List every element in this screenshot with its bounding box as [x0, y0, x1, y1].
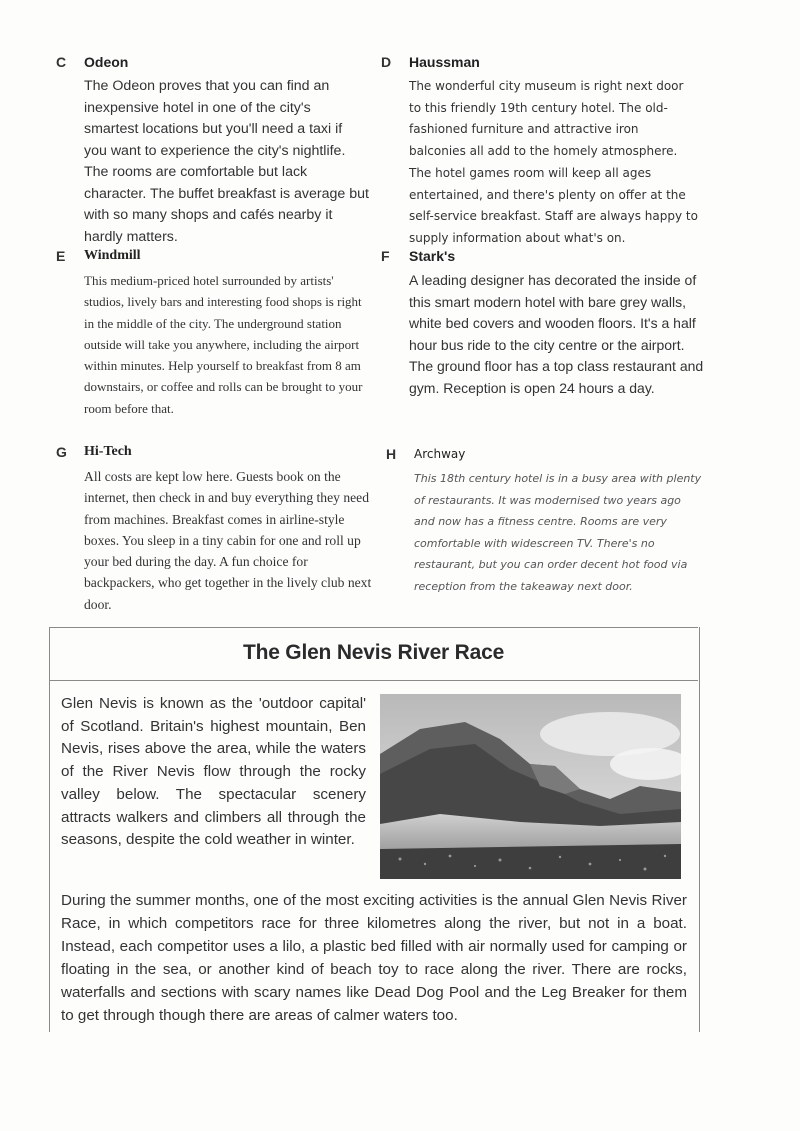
hotel-name: Hi-Tech — [84, 444, 132, 459]
hotel-letter: D — [381, 54, 392, 70]
article-intro: Glen Nevis is known as the 'outdoor capital' of Scotland. Britain's highest mountain, Ben Nevis, rises above the area, while the waters of the River Nevis flow through the rocky valley below. The spectacular scenery attracts walkers and climbers all through the seasons, despite the cold weather in winter. — [61, 695, 366, 849]
article-title: The Glen Nevis River Race — [242, 641, 505, 664]
article-header — [49, 627, 698, 681]
hotel-letter: G — [56, 444, 67, 460]
hotel-description: This 18th century hotel is in a busy area with plenty of restaurants. It was modernised two years ago and now has a fitness centre. Rooms are very comfortable with widescreen TV. There's no restaurant, but you can order decent hot food via reception from the takeaway next door. — [414, 472, 702, 593]
hotel-letter: E — [56, 248, 66, 264]
hotel-description: The wonderful city museum is right next door to this friendly 19th century hotel. The old-fashioned furniture and attractive iron balconies all add to the homely atmosphere. The hotel games room will keep all ages entertained, and there's plenty on offer at the self-service breakfast. Staff are always happy to supply information about what's on. — [409, 79, 698, 245]
hotel-name: Haussman — [409, 54, 480, 70]
hotel-letter: C — [56, 54, 67, 70]
mountain-river-photo — [380, 694, 681, 879]
hotel-name: Windmill — [84, 248, 141, 263]
hotel-letter: H — [386, 446, 397, 462]
article-body: During the summer months, one of the most exciting activities is the annual Glen Nevis River Race, in which competitors race for three kilometres along the river, but not in a boat. Instead, each competitor uses a lilo, a plastic bed filled with air normally used for camping or floating in the sea, or another kind of beach toy to race along the river. There are rocks, waterfalls and sections with scary names like Dead Dog Pool and the Leg Breaker for them to get through though there are areas of calmer waters too. — [61, 892, 687, 1024]
hotel-description: This medium-priced hotel surrounded by artists' studios, lively bars and interesting food shops is right in the middle of the city. The underground station outside will take you anywhere, including the airport within minutes. Help yourself to breakfast from 8 am downstairs, or coffee and rolls can be brought to your room before that. — [84, 273, 363, 416]
hotel-description: A leading designer has decorated the inside of this smart modern hotel with bare grey walls, white bed covers and wooden floors. It's a half hour bus ride to the city centre or the airport. The ground floor has a top class restaurant and gym. Reception is open 24 hours a day. — [409, 272, 704, 396]
hotel-letter: F — [381, 248, 390, 264]
hotel-name: Stark's — [409, 248, 456, 264]
hotel-description: All costs are kept low here. Guests book on the internet, then check in and buy everything they need from machines. Breakfast comes in airline-style boxes. You sleep in a tiny cabin for one and roll up your bed during the day. A fun choice for backpackers, who get together in the lively club next door. — [84, 469, 372, 612]
hotel-name: Archway — [414, 447, 466, 461]
hotel-description: The Odeon proves that you can find an inexpensive hotel in one of the city's smartest locations but you'll need a taxi if you want to experience the city's nightlife. The rooms are comfortable but lack character. The buffet breakfast is average but with so many shops and cafés nearby it hardly matters. — [84, 78, 369, 245]
photo-illustration — [380, 694, 681, 879]
hotel-name: Odeon — [84, 54, 129, 70]
